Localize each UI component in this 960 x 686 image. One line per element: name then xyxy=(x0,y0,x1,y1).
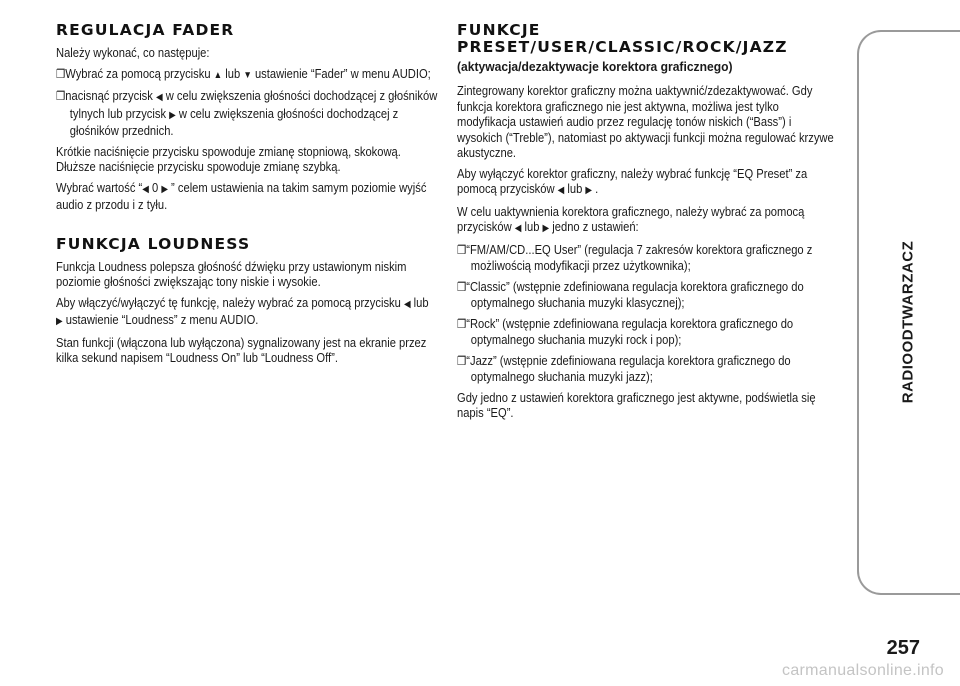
checkbox-bullet-icon: ❒ xyxy=(457,353,467,368)
fader-paragraph-2: Wybrać wartość “◀ 0 ▶ ” celem ustawienia na takim samym poziomie wyjść audio z przodu i z tyłu. xyxy=(56,179,427,212)
equalizer-option-jazz: ❒“Jazz” (wstępnie zdefiniowana regulacja korektora graficznego do optymalnego słuchania muzyki jazz); xyxy=(457,352,791,384)
left-arrow-icon: ◀ xyxy=(514,223,522,234)
checkbox-bullet-icon: ❒ xyxy=(457,242,467,257)
down-arrow-icon: ▼ xyxy=(243,69,252,81)
equalizer-paragraph-2: Aby wyłączyć korektor graficzny, należy wybrać funkcję “EQ Preset” za pomocą przycisków ◀ lub ▶ . xyxy=(457,165,808,196)
chapter-side-tab-label: RADIOODTWARZACZ xyxy=(899,240,917,404)
fader-intro: Należy wykonać, co następuje: xyxy=(56,45,210,60)
right-column xyxy=(457,22,839,426)
right-arrow-icon: ▶ xyxy=(542,223,550,234)
fader-paragraph-1: Krótkie naciśnięcie przycisku spowoduje zmianę stopniową, skokową. Dłuższe naciśnięcie przycisku spowoduje zmianę szybką. xyxy=(56,143,401,174)
left-arrow-icon: ◀ xyxy=(155,92,163,103)
loudness-paragraph-2: Aby włączyć/wyłączyć tę funkcję, należy wybrać za pomocą przycisku ◀ lub ▶ ustawienie “Loudness” z menu AUDIO. xyxy=(56,294,429,327)
right-arrow-icon: ▶ xyxy=(169,109,176,121)
equalizer-heading-line-1: FUNKCJE xyxy=(457,21,541,39)
page-number: 257 xyxy=(886,637,920,659)
checkbox-bullet-icon: ❒ xyxy=(457,316,467,331)
equalizer-paragraph-1: Zintegrowany korektor graficzny można uaktywnić/zdezaktywować. Gdy funkcja korektora graficznego nie jest aktywna, możliwa jest tylko modyfikacja ustawień audio przez regulację tonów niskich (“Bass”) i wysokich (“Treble”), natomiast po aktywacji funkcji można regulować krzywe akustyczne. xyxy=(457,83,834,160)
loudness-paragraph-3: Stan funkcji (włączona lub wyłączona) sygnalizowany jest na ekranie przez kilka sekund napisem “Loudness On” lub “Loudness Off”. xyxy=(56,334,427,365)
left-arrow-icon: ◀ xyxy=(557,185,565,196)
left-arrow-icon: ◀ xyxy=(142,183,149,195)
fader-step-1: ❒Wybrać za pomocą przycisku ▲ lub ▼ ustawienie “Fader” w menu AUDIO; xyxy=(56,65,431,81)
up-arrow-icon: ▲ xyxy=(213,69,223,81)
equalizer-paragraph-4: Gdy jedno z ustawień korektora graficznego jest aktywne, podświetla się napis “EQ”. xyxy=(457,389,816,420)
equalizer-option-classic: ❒“Classic” (wstępnie zdefiniowana regulacja korektora graficznego do optymalnego słuchania muzyki klasycznej); xyxy=(457,278,804,310)
equalizer-paragraph-3: W celu uaktywnienia korektora graficznego, należy wybrać za pomocą przycisków ◀ lub ▶ jedno z ustawień: xyxy=(457,203,805,234)
right-arrow-icon: ▶ xyxy=(56,316,63,327)
loudness-paragraph-1: Funkcja Loudness polepsza głośność dźwięku przy ustawionym niskim poziomie głośności zwiększając tony niskie i wysokie. xyxy=(56,258,407,289)
equalizer-heading-line-2: PRESET/USER/CLASSIC/ROCK/JAZZ xyxy=(457,38,788,56)
checkbox-bullet-icon: ❒ xyxy=(56,89,66,103)
right-arrow-icon: ▶ xyxy=(585,185,593,196)
left-column xyxy=(56,22,436,371)
fader-heading: REGULACJA FADER xyxy=(56,21,235,39)
equalizer-option-rock: ❒“Rock” (wstępnie zdefiniowana regulacja korektora graficznego do optymalnego słuchania muzyki rock i pop); xyxy=(457,315,794,347)
left-arrow-icon: ◀ xyxy=(403,298,411,310)
watermark: carmanualsonline.info xyxy=(782,662,944,679)
checkbox-bullet-icon: ❒ xyxy=(56,66,66,81)
right-arrow-icon: ▶ xyxy=(161,183,168,195)
fader-step-2: ❒nacisnąć przycisk ◀ w celu zwiększenia głośności dochodzącej z głośników tylnych lub przycisk ▶ w celu zwiększenia głośności dochodzącej z głośników przednich. xyxy=(56,88,438,138)
checkbox-bullet-icon: ❒ xyxy=(457,279,467,294)
equalizer-subheading: (aktywacja/dezaktywacje korektora graficznego) xyxy=(457,59,733,74)
loudness-heading: FUNKCJA LOUDNESS xyxy=(56,234,251,253)
section-spacer xyxy=(56,218,436,236)
equalizer-option-user: ❒“FM/AM/CD...EQ User” (regulacja 7 zakresów korektora graficznego z możliwością modyfikacji przez użytkownika); xyxy=(457,241,813,273)
